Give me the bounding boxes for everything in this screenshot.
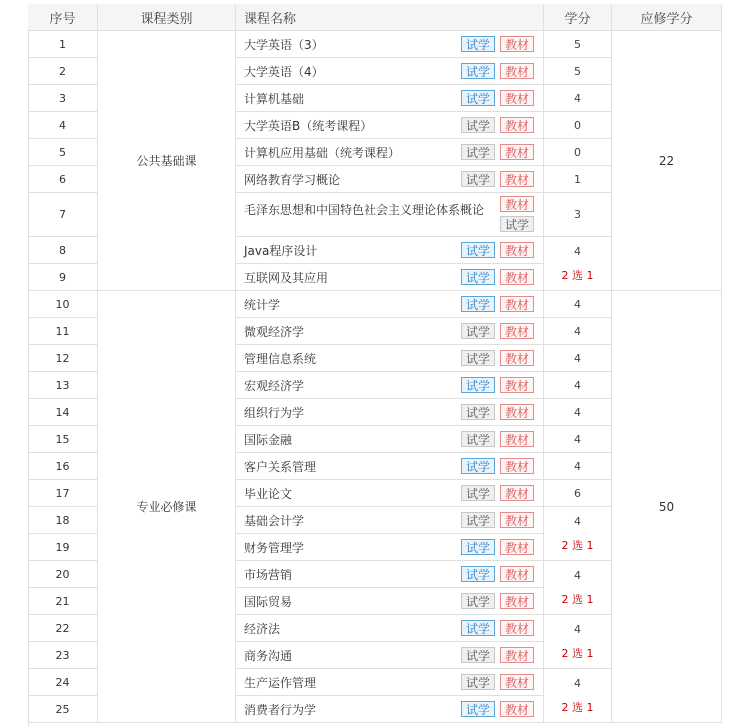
- row-index: 14: [28, 399, 98, 426]
- course-credit: 4: [544, 85, 612, 112]
- course-name-text: 互联网及其应用: [244, 270, 329, 285]
- course-name: [236, 291, 544, 318]
- course-name-text: 市场营销: [244, 567, 293, 582]
- course-name-text: 生产运作管理: [244, 675, 317, 690]
- course-name: [236, 642, 544, 669]
- row-index: 6: [28, 166, 98, 193]
- required-credits: 50: [612, 291, 722, 723]
- course-name-text: 国际金融: [244, 432, 293, 447]
- trial-button[interactable]: 试学: [461, 458, 495, 474]
- row-index: 1: [28, 31, 98, 58]
- textbook-button[interactable]: 教材: [500, 269, 534, 285]
- course-name-text: 毕业论文: [244, 486, 293, 501]
- trial-button[interactable]: 试学: [461, 90, 495, 106]
- course-name-text: 计算机基础: [244, 91, 305, 106]
- choice-credit: [544, 561, 612, 615]
- course-credit: 4: [544, 291, 612, 318]
- trial-button[interactable]: 试学: [461, 350, 495, 366]
- course-name: [236, 507, 544, 534]
- course-credit: 5: [544, 58, 612, 85]
- textbook-button[interactable]: 教材: [500, 566, 534, 582]
- required-credits: 22: [612, 31, 722, 291]
- course-credit: 4: [544, 453, 612, 480]
- course-name-text: 大学英语（3）: [244, 37, 324, 52]
- course-name-text: 消费者行为学: [244, 702, 317, 717]
- row-index: 17: [28, 480, 98, 507]
- header-index: 序号: [28, 4, 98, 31]
- trial-button[interactable]: 试学: [461, 593, 495, 609]
- row-index: 3: [28, 85, 98, 112]
- course-name: [236, 426, 544, 453]
- textbook-button[interactable]: 教材: [500, 431, 534, 447]
- course-name: [236, 264, 544, 291]
- course-name: [236, 139, 544, 166]
- course-name: [236, 372, 544, 399]
- row-index: 7: [28, 193, 98, 237]
- course-name: [236, 453, 544, 480]
- course-name: [236, 561, 544, 588]
- trial-button[interactable]: 试学: [461, 117, 495, 133]
- course-name-text: 组织行为学: [244, 405, 305, 420]
- choice-note: 2 选 1: [561, 538, 594, 552]
- textbook-button[interactable]: 教材: [500, 36, 534, 52]
- course-name: [236, 696, 544, 723]
- trial-button[interactable]: 试学: [461, 647, 495, 663]
- category-cell: 专业必修课: [98, 291, 236, 723]
- course-name: [236, 31, 544, 58]
- row-index: 10: [28, 291, 98, 318]
- textbook-button[interactable]: 教材: [500, 539, 534, 555]
- choice-note: 2 选 1: [561, 646, 594, 660]
- textbook-button[interactable]: 教材: [500, 512, 534, 528]
- course-name-text: 经济法: [244, 621, 281, 636]
- course-name-text: 国际贸易: [244, 594, 293, 609]
- trial-button[interactable]: 试学: [461, 171, 495, 187]
- choice-credit-value: 4: [574, 623, 581, 637]
- textbook-button[interactable]: 教材: [500, 350, 534, 366]
- choice-credit-value: 4: [574, 515, 581, 529]
- course-credit: 3: [544, 193, 612, 237]
- course-name-text: 统计学: [244, 297, 281, 312]
- row-index: 13: [28, 372, 98, 399]
- course-name-text: 微观经济学: [244, 324, 305, 339]
- row-index: 24: [28, 669, 98, 696]
- choice-note: 2 选 1: [561, 268, 594, 282]
- row-index: 5: [28, 139, 98, 166]
- course-credit: 5: [544, 31, 612, 58]
- course-credit: 1: [544, 166, 612, 193]
- textbook-button[interactable]: 教材: [500, 242, 534, 258]
- course-credit: 0: [544, 112, 612, 139]
- textbook-button[interactable]: 教材: [500, 377, 534, 393]
- trial-button[interactable]: 试学: [461, 485, 495, 501]
- row-index: 9: [28, 264, 98, 291]
- choice-credit: [544, 237, 612, 291]
- textbook-button[interactable]: 教材: [500, 144, 534, 160]
- trial-button[interactable]: 试学: [461, 36, 495, 52]
- course-name: [236, 534, 544, 561]
- course-name: [236, 669, 544, 696]
- textbook-button[interactable]: 教材: [500, 171, 534, 187]
- trial-button[interactable]: 试学: [461, 431, 495, 447]
- course-name: [236, 615, 544, 642]
- header-credit: 学分: [544, 4, 612, 31]
- choice-credit: [544, 615, 612, 669]
- textbook-button[interactable]: 教材: [500, 323, 534, 339]
- course-name: [236, 112, 544, 139]
- row-index: 8: [28, 237, 98, 264]
- row-index: 4: [28, 112, 98, 139]
- course-name-text: 管理信息系统: [244, 351, 317, 366]
- row-index: 15: [28, 426, 98, 453]
- textbook-button[interactable]: 教材: [500, 90, 534, 106]
- row-index: 20: [28, 561, 98, 588]
- row-index: 25: [28, 696, 98, 723]
- textbook-button[interactable]: 教材: [500, 117, 534, 133]
- textbook-button[interactable]: 教材: [500, 296, 534, 312]
- trial-button[interactable]: 试学: [461, 144, 495, 160]
- textbook-button[interactable]: 教材: [500, 404, 534, 420]
- choice-note: 2 选 1: [561, 700, 594, 714]
- textbook-button[interactable]: 教材: [500, 485, 534, 501]
- textbook-button[interactable]: 教材: [500, 196, 534, 212]
- textbook-button[interactable]: 教材: [500, 63, 534, 79]
- course-credit: 4: [544, 372, 612, 399]
- course-credit: 6: [544, 480, 612, 507]
- header-category: 课程类别: [98, 4, 236, 31]
- choice-note: 2 选 1: [561, 592, 594, 606]
- header-name: 课程名称: [236, 4, 544, 31]
- choice-credit: [544, 669, 612, 723]
- course-name: [236, 345, 544, 372]
- course-credit: 4: [544, 345, 612, 372]
- course-name: [236, 399, 544, 426]
- row-index: 23: [28, 642, 98, 669]
- course-name: [236, 193, 544, 237]
- course-name-text: 客户关系管理: [244, 459, 317, 474]
- course-name: [236, 237, 544, 264]
- row-index: 12: [28, 345, 98, 372]
- row-index: 19: [28, 534, 98, 561]
- course-credit: 4: [544, 426, 612, 453]
- textbook-button[interactable]: 教材: [500, 620, 534, 636]
- textbook-button[interactable]: 教材: [500, 674, 534, 690]
- course-name-text: 财务管理学: [244, 540, 305, 555]
- choice-credit-value: 4: [574, 677, 581, 691]
- trial-button[interactable]: 试学: [500, 216, 534, 232]
- course-name: [236, 166, 544, 193]
- course-name-text: 毛泽东思想和中国特色社会主义理论体系概论: [244, 203, 485, 217]
- row-index: 16: [28, 453, 98, 480]
- trial-button[interactable]: 试学: [461, 620, 495, 636]
- row-index: 11: [28, 318, 98, 345]
- trial-button[interactable]: 试学: [461, 539, 495, 555]
- row-index: 22: [28, 615, 98, 642]
- trial-button[interactable]: 试学: [461, 404, 495, 420]
- row-index: 18: [28, 507, 98, 534]
- course-name-text: 大学英语B（统考课程）: [244, 118, 373, 133]
- choice-credit-value: 4: [574, 245, 581, 259]
- course-name: [236, 58, 544, 85]
- trial-button[interactable]: 试学: [461, 701, 495, 717]
- course-name-text: 商务沟通: [244, 648, 293, 663]
- trial-button[interactable]: 试学: [461, 323, 495, 339]
- course-name-text: 网络教育学习概论: [244, 172, 341, 187]
- trial-button[interactable]: 试学: [461, 63, 495, 79]
- header-required: 应修学分: [612, 4, 722, 31]
- choice-credit: [544, 507, 612, 561]
- course-name: [236, 480, 544, 507]
- textbook-button[interactable]: 教材: [500, 593, 534, 609]
- textbook-button[interactable]: 教材: [500, 701, 534, 717]
- course-credit: 4: [544, 318, 612, 345]
- course-name-text: Java程序设计: [244, 243, 318, 258]
- trial-button[interactable]: 试学: [461, 377, 495, 393]
- course-credit: 4: [544, 399, 612, 426]
- trial-button[interactable]: 试学: [461, 566, 495, 582]
- trial-button[interactable]: 试学: [461, 269, 495, 285]
- choice-credit-value: 4: [574, 569, 581, 583]
- course-name: [236, 588, 544, 615]
- row-index: 2: [28, 58, 98, 85]
- course-name-text: 宏观经济学: [244, 378, 305, 393]
- course-name-text: 计算机应用基础（统考课程）: [244, 145, 401, 160]
- trial-button[interactable]: 试学: [461, 512, 495, 528]
- row-index: 21: [28, 588, 98, 615]
- trial-button[interactable]: 试学: [461, 242, 495, 258]
- trial-button[interactable]: 试学: [461, 674, 495, 690]
- trial-button[interactable]: 试学: [461, 296, 495, 312]
- textbook-button[interactable]: 教材: [500, 647, 534, 663]
- course-name: [236, 85, 544, 112]
- category-cell: 公共基础课: [98, 31, 236, 291]
- course-name-text: 大学英语（4）: [244, 64, 324, 79]
- textbook-button[interactable]: 教材: [500, 458, 534, 474]
- course-name-text: 基础会计学: [244, 513, 305, 528]
- course-credit: 0: [544, 139, 612, 166]
- course-name: [236, 318, 544, 345]
